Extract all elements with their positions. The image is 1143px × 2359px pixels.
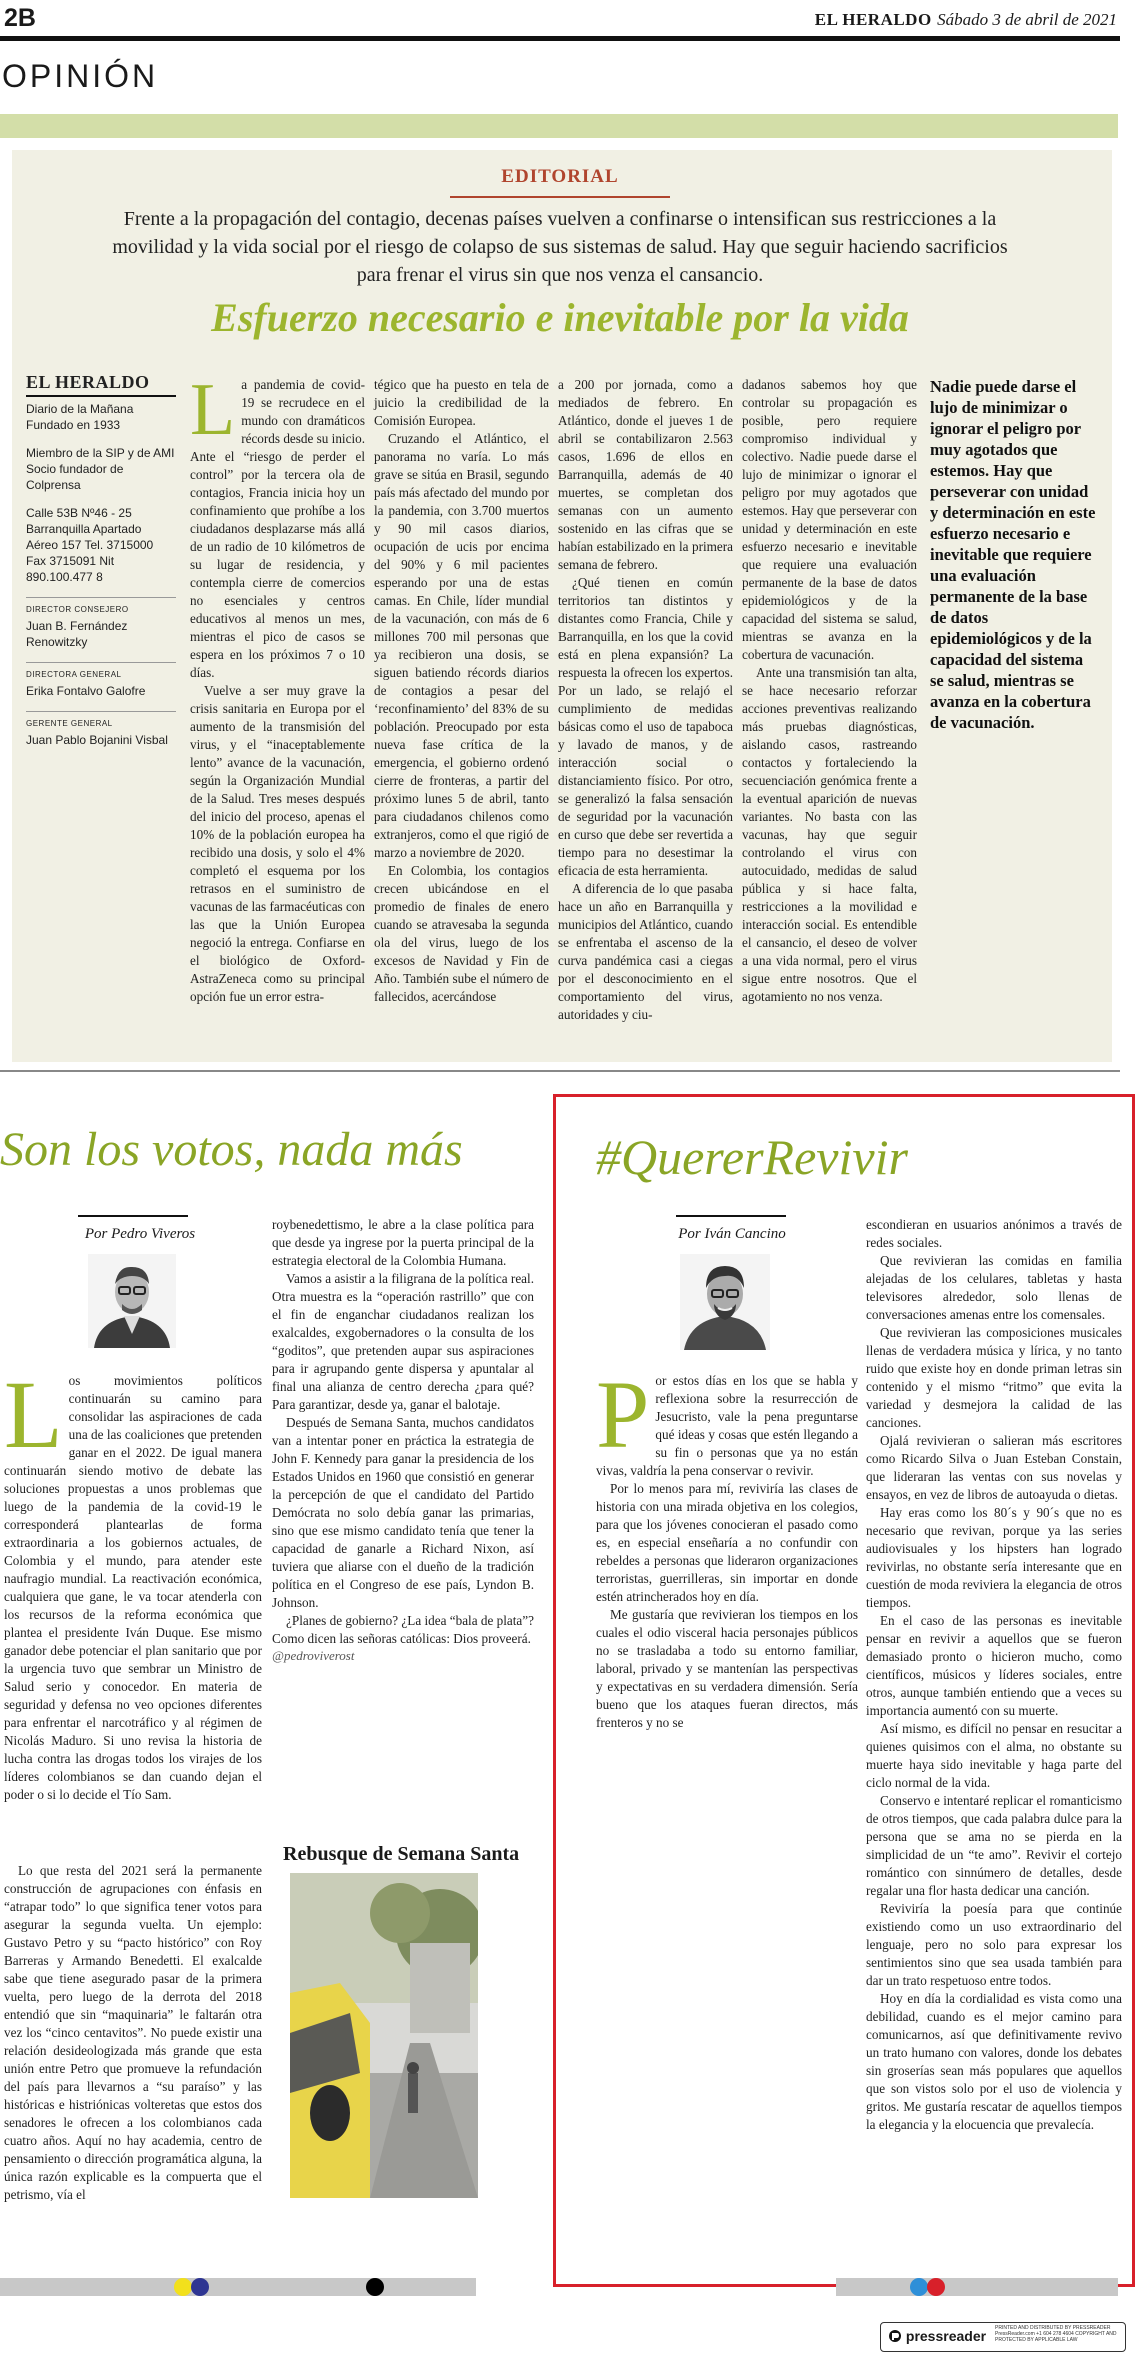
pressreader-icon bbox=[888, 2329, 902, 2343]
author-byline: Por Iván Cancino bbox=[678, 1226, 786, 1242]
author-portrait bbox=[680, 1254, 770, 1350]
paragraph: a 200 por jornada, como a mediados de febrero. En Atlántico, donde el jueves 1 de abril se contabilizaron 2.563 casos, 1.696 de ellos en Barranquilla, además de 40 muertes, se completan dos semanas con un aumento sostenido en las cifras que se habían estabilizado en la primera semana de febrero. bbox=[558, 377, 733, 572]
paragraph: Después de Semana Santa, muchos candidatos van a intentar poner en práctica la estrategia de John F. Kennedy para ganar la presidencia de los Estados Unidos en 1960 que consistió en generar la percepción de que el candidato del Partido Demócrata no solo debía ganar las primarias, sino que ese mismo candidato tenía que tener la capacidad de ganarle a Richard Nixon, así tuviera que aliarse con el dueño de la tradición política en el Congreso de ese país, Lyndon B. Johnson. bbox=[272, 1415, 534, 1610]
masthead-date: Sábado 3 de abril de 2021 bbox=[937, 10, 1117, 29]
registration-bar bbox=[836, 2278, 1118, 2296]
street-photo bbox=[290, 1873, 478, 2198]
paragraph: Por lo menos para mí, reviviría las clases de historia con una mirada objetiva en los colegios, para que los jóvenes conocieran el pasado como es, en especial enseñaría a no confundir con rebeldes a personas que lideraron organizaciones terroristas, guerrilleras, sin importar en donde estén atrincherados hoy en día. bbox=[596, 1481, 858, 1604]
revivir-dropcap: P bbox=[596, 1361, 650, 1468]
registration-dot-black bbox=[366, 2278, 384, 2296]
section-divider bbox=[0, 1070, 1120, 1072]
paragraph: escondieran en usuarios anónimos a través de redes sociales. bbox=[866, 1217, 1122, 1250]
votos-column-1-continued bbox=[4, 1862, 262, 2204]
paragraph: Cruzando el Atlántico, el panorama no varía. Lo más grave se sitúa en Brasil, segundo país más afectado del mundo por la pandemia, con 3.700 muertos y 90 mil casos diarios, ocupación de ucis por encima del 90% y 6 mil pacientes esperando por una de estas camas. En Chile, líder mundial de la vacunación, con más de 6 millones 700 mil personas que ya recibieron una dosis, se siguen batiendo récords diarios de contagios a pesar del ‘reconfinamiento’ del 83% de su población. Preocupado por esta nueva fase crítica de la emergencia, el gobierno ordenó cierre de fronteras, a partir del próximo lunes 5 de abril, tanto para ciudadanos chilenos como extranjeros, como el que rigió de marzo a noviembre de 2020. bbox=[374, 431, 549, 860]
staff-founded: Diario de la Mañana Fundado en 1933 bbox=[26, 402, 134, 432]
paragraph: roybenedettismo, le abre a la clase política para que desde ya ingrese por la puerta principal de la estrategia electoral de la Colombia Humana. bbox=[272, 1217, 534, 1268]
editorial-dropcap: L bbox=[190, 369, 236, 451]
paragraph: Reviviría la poesía para que continúe existiendo como un uso extraordinario del lenguaje, pero no solo para expresar los sentimientos sino que sea usada también para dar un trato respetuoso entre todos. bbox=[866, 1901, 1122, 1988]
pressreader-notice: PRINTED AND DISTRIBUTED BY PRESSREADER PressReader.com +1 604 278 4604 COPYRIGHT AND PROTECTED BY APPLICABLE LAW bbox=[995, 2325, 1117, 2343]
votos-dropcap: L bbox=[4, 1361, 63, 1468]
paragraph: Me gustaría que revivieran los tiempos en los cuales el odio visceral hacia personajes públicos no se trasladaba a todo su entorno familiar, laboral, privado y se mantenían las perspectivas y expectativas en su verdadera dimensión. Sería bueno que los ataques fueran directos, más frenteros y no se bbox=[596, 1607, 858, 1730]
editorial-label: EDITORIAL bbox=[501, 166, 619, 187]
author-handle: @pedroviverost bbox=[272, 1648, 355, 1663]
paragraph: os movimientos políticos continuarán su camino para consolidar las aspiraciones de cada una de las coaliciones que pretenden ganar en el 2022. De igual manera continuarán siendo motivo de debate las soluciones propuestas a unos problemas que luego de la pandemia de la covid-19 le corresponderá plantearlas de forma extraordinaria a los gobiernos actuales, de Colombia y el mundo, para atender este naufragio mundial. La reactivación económica, cualquiera que gane, le va tocar atenderla con los recursos de la reforma económica que plantea el presidente Iván Duque. Ese mismo ganador debe potenciar el plan sanitario que por la urgencia tuvo que sembrar un Ministro de Salud serio y conocedor. En materia de seguridad y defensa no veo opciones diferentes para enfrentar el narcotráfico y al régimen de Nicolás Maduro. Si uno revisa la historia de lucha contra las drogas todos los virajes de los líderes colombianos se dan cuando dejan el poder o si lo decide el Tío Sam. bbox=[4, 1373, 262, 1802]
staff-name: Erika Fontalvo Galofre bbox=[26, 684, 146, 698]
section-title: OPINIÓN bbox=[2, 58, 159, 94]
paragraph: Que revivieran las comidas en familia alejadas de los celulares, tabletas y hasta televisores alrededor, solo llenas de conversaciones amenas entre los comensales. bbox=[866, 1253, 1122, 1322]
registration-dot-yellow bbox=[174, 2278, 192, 2296]
staff-address: Calle 53B Nº46 - 25 Barranquilla Apartado Aéreo 157 Tel. 3715000 Fax 3715091 Nit 890.100.477 8 bbox=[26, 506, 154, 584]
photo-caption: Rebusque de Semana Santa bbox=[283, 1843, 520, 1865]
paragraph: Conservo e intentaré replicar el romanticismo de otros tiempos, que cada palabra dulce para la persona que se ama no se pierda en la simplicidad de un “te amo”. Revivir el cortejo romántico con sinnúmero de detalles, desde regalar una flor hasta dedicar una canción. bbox=[866, 1793, 1122, 1898]
paragraph: Vamos a asistir a la filigrana de la política real. Otra muestra es la “operación rastrillo” que con el fin de enganchar ciudadanos realizan los exalcaldes, exgobernadores o la consulta de los “goditos”, que pretenden aupar sus aspiraciones para ir agrupando gente dispersa y apuntalar al final una alianza de centro derecha ¿para qué? Para garantizar, desde ya, ganar el balotaje. bbox=[272, 1271, 534, 1412]
revivir-column-1 bbox=[596, 1361, 858, 1732]
header-rule bbox=[0, 36, 1120, 41]
paragraph: a pandemia de covid-19 se recrudece en el mundo con dramáticos récords desde su inicio. Ante el “riesgo de perder el control” por la tercera ola de contagios, Francia inicia hoy un confinamiento que prohíbe a los ciudadanos desplazarse más allá de un radio de 10 kilómetros de su lugar de residencia, y contempla cierre de comercios no esenciales y centros educativos al menos un mes, mientras el pico de casos se espera en los próximos 7 o 10 días. bbox=[190, 377, 365, 680]
editorial-pullquote: Nadie puede darse el lujo de minimizar o ignorar el peligro por muy agotados que estemos. Hay que perseverar con unidad y determinación en este esfuerzo necesario e inevitable que requiere una evaluación permanente de la base de datos epidemiológicos y de la capacidad del sistema se salud, mientras se avanza en la cobertura de vacunación. bbox=[930, 377, 1096, 732]
editorial-deck: Frente a la propagación del contagio, decenas países vuelven a confinarse o intensifican sus restricciones a la movilidad y la vida social por el riesgo de colapso de sus sistemas de salud. Hay que seguir haciendo sacrificios para frenar el virus sin que nos venza el cansancio. bbox=[112, 208, 1008, 286]
section-band bbox=[0, 114, 1118, 138]
staff-name: Juan Pablo Bojanini Visbal bbox=[26, 733, 168, 747]
registration-dot-blue bbox=[191, 2278, 209, 2296]
masthead bbox=[815, 10, 1117, 30]
page-number: 2B bbox=[4, 4, 36, 32]
paragraph: ¿Planes de gobierno? ¿La idea “bala de plata”? Como dicen las señoras católicas: Dios proveerá. bbox=[272, 1613, 534, 1646]
revivir-column-2 bbox=[866, 1216, 1122, 2134]
staff-role: DIRECTOR CONSEJERO bbox=[26, 597, 176, 618]
staff-role: DIRECTORA GENERAL bbox=[26, 662, 176, 683]
paragraph: Ojalá revivieran o salieran más escritores como Ricardo Silva o Juan Esteban Constain, que lideraran las ventas con sus novelas y ensayos, en vez de libros de autoayuda o dietas. bbox=[866, 1433, 1122, 1502]
votos-column-1 bbox=[4, 1361, 262, 1804]
paragraph: Hay eras como los 80´s y 90´s que no es necesario que revivan, porque ya las series audiovisuales y los hipsters han logrado revivirlas, no obstante sería interesante que en cuestión de moda reviviera la elegancia de otros tiempos. bbox=[866, 1505, 1122, 1610]
paragraph: or estos días en los que se habla y reflexiona sobre la resurrección de Jesucristo, vale la pena preguntarse qué ideas y cosas que estén llegando a su fin o personas que ya no están vivas, valdría la pena conservar o revivir. bbox=[596, 1373, 858, 1478]
paragraph: En Colombia, los contagios crecen ubicándose en el promedio de finales de enero cuando se atravesaba la segunda ola del virus, luego de los excesos de Navidad y Fin de Año. También sube el número de fallecidos, acercándose bbox=[374, 863, 549, 1004]
paragraph: Así mismo, es difícil no pensar en resucitar a quienes quisimos con el alma, no obstante su muerte haya sido inevitable y haga parte del ciclo normal de la vida. bbox=[866, 1721, 1122, 1790]
pressreader-logo bbox=[888, 2328, 986, 2344]
registration-bar bbox=[0, 2278, 476, 2296]
author-rule bbox=[78, 1215, 188, 1217]
masthead-brand: EL HERALDO bbox=[814, 10, 932, 29]
paragraph: A diferencia de lo que pasaba hace un año en Barranquilla y municipios del Atlántico, cuando se enfrentaba el ascenso de la curva pandémica casi a ciegas por el desconocimiento en el comportamiento del virus, autoridades y ciu- bbox=[558, 881, 733, 1022]
registration-dot-red bbox=[927, 2278, 945, 2296]
editorial-column-4 bbox=[742, 376, 917, 1006]
author-portrait bbox=[88, 1254, 176, 1348]
column-headline-revivir: #QuererRevivir bbox=[596, 1129, 908, 1185]
author-byline: Por Pedro Viveros bbox=[84, 1226, 196, 1242]
column-headline-votos: Son los votos, nada más bbox=[0, 1123, 463, 1176]
paragraph: Hoy en día la cordialidad es vista como una debilidad, cuando es el mejor camino para comunicarnos, así que definitivamente revivo un trato humano con valores, donde los debates sin groserías sean más populares que aquellos que son vistos solo por el uso de violencia y gritos. Me gustaría rescatar de aquellos tiempos la elegancia y la elocuencia que prevalecía. bbox=[866, 1991, 1122, 2132]
paragraph: dadanos sabemos hoy que controlar su propagación es posible, pero requiere compromiso individual y colectivo. Nadie puede darse el lujo de minimizar o ignorar el peligro por muy agotados que estemos. Hay que perseverar con unidad y determinación en este esfuerzo necesario e inevitable que requiere una evaluación permanente de la base de datos epidemiológicos y de la capacidad del sistema se salud, mientras se avanza en la cobertura de vacunación. bbox=[742, 377, 917, 662]
editorial-label-rule bbox=[450, 196, 670, 198]
editorial-column-1 bbox=[190, 369, 366, 1006]
staff-membership: Miembro de la SIP y de AMI Socio fundador de Colprensa bbox=[26, 446, 175, 492]
staff-box bbox=[26, 372, 176, 760]
staff-role: GERENTE GENERAL bbox=[26, 711, 176, 732]
paragraph: Ante una transmisión tan alta, se hace necesario reforzar acciones preventivas realizando más pruebas diagnósticas, aislando casos, rastreando contactos y fortaleciendo la secuenciación genómica frente a la eventual aparición de nuevas variantes. No basta con las vacunas, hay que seguir controlando el virus con autocuidado, medidas de salud pública y si hace falta, restricciones a la movilidad e interacción social. Es entendible el cansancio, el deseo de volver a una vida normal, pero el virus sigue entre nosotros. Que el agotamiento no nos venza. bbox=[742, 665, 917, 1004]
votos-column-2 bbox=[272, 1216, 534, 1664]
editorial-column-3 bbox=[558, 376, 733, 1024]
paragraph: Vuelve a ser muy grave la crisis sanitaria en Europa por el aumento de la transmisión del virus, y el “inaceptablemente lento” avance de la vacunación, según la Organización Mundial de la Salud. Tres meses después del inicio del proceso, apenas el 10% de la población europea ha recibido una dosis, y solo el 4% completó el esquema por los retrasos en el suministro de vacunas de las farmacéuticas con las que la Unión Europea negoció la entrega. Confiarse en el biológico de Oxford-AstraZeneca como su principal opción fue un error estra- bbox=[190, 683, 366, 1004]
staff-name: Juan B. Fernández Renowitzky bbox=[26, 619, 128, 649]
paragraph: tégico que ha puesto en tela de juicio la credibilidad de la Comisión Europea. bbox=[374, 377, 549, 428]
author-rule bbox=[676, 1215, 786, 1217]
paragraph: En el caso de las personas es inevitable pensar en revivir a aquellos que se fueron demasiado pronto o hicieron mucho, como científicos, músicos y líderes sociales, entre otros, aunque también entiendo que a veces su importancia aumentó con su muerte. bbox=[866, 1613, 1122, 1718]
staff-brand: EL HERALDO bbox=[26, 372, 176, 397]
registration-dot-cyan bbox=[910, 2278, 928, 2296]
editorial-headline: Esfuerzo necesario e inevitable por la vida bbox=[211, 295, 909, 340]
editorial-column-2 bbox=[374, 376, 549, 1006]
paragraph: Que revivieran las composiciones musicales llenas de verdadera música y lírica, y no tanto ruido que existe hoy en donde priman letras sin contenido y el mismo “ritmo” que evita la variedad y desmejora la calidad de las canciones. bbox=[866, 1325, 1122, 1430]
paragraph: ¿Qué tienen en común territorios tan distintos y distantes como Francia, Chile y Barranquilla, en los que la covid está en plena expansión? La respuesta la ofrecen los expertos. Por un lado, se relajó el cumplimiento de medidas básicas como el uso de tapaboca y lavado de manos, y de interacción social o distanciamiento físico. Por otro, se generalizó la falsa sensación de seguridad por la vacunación en curso que debe ser revertida a tiempo para no desestimar la eficacia de esta herramienta. bbox=[558, 575, 733, 878]
pressreader-wordmark: pressreader bbox=[905, 2328, 987, 2344]
paragraph: Lo que resta del 2021 será la permanente construcción de agrupaciones con énfasis en “atrapar todo” lo que significa tener votos para asegurar la segunda vuelta. Un ejemplo: Gustavo Petro y su “pacto histórico” con Roy Barreras y Armando Benedetti. El exalcalde sabe que tiene asegurado pasar de la primera vuelta, pero luego de la derrota del 2018 entendió que sin “maquinaria” le faltarán otra vez los “cinco centavitos”. No puede existir una relación desideologizada más grande que esta unión entre Petro que promueve la refundación del país para llevarnos a “su paraíso” y las históricas e histriónicas volteretas que estos dos senadores le ofrecen a los colombianos cada cuatro años. Aquí no hay academia, centro de pensamiento o dirección programática alguna, la única razón explicable es la compuerta que el petrismo, vía el bbox=[4, 1863, 262, 2202]
